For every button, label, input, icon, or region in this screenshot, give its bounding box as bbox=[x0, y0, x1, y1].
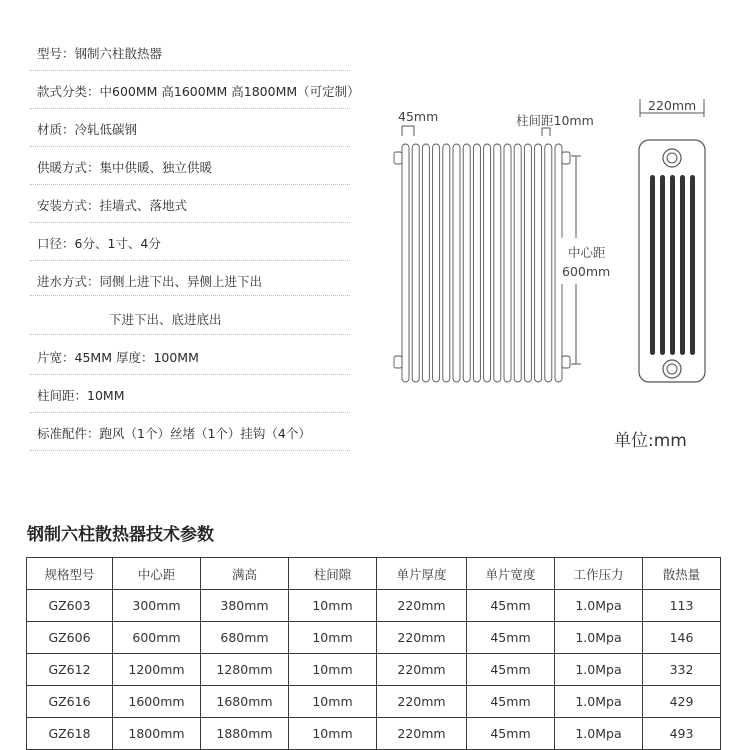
radiator-columns bbox=[394, 144, 570, 382]
table-cell: 45mm bbox=[467, 590, 555, 622]
side-column bbox=[680, 175, 685, 355]
table-cell: GZ612 bbox=[27, 654, 113, 686]
table-row bbox=[27, 590, 721, 622]
table-cell: 332 bbox=[643, 654, 721, 686]
table-cell: 1.0Mpa bbox=[555, 622, 643, 654]
col-header: 单片厚度 bbox=[377, 558, 467, 590]
table-cell: 45mm bbox=[467, 654, 555, 686]
radiator-column bbox=[463, 144, 470, 382]
table-cell: 429 bbox=[643, 686, 721, 718]
table-row bbox=[27, 622, 721, 654]
col-header: 规格型号 bbox=[27, 558, 113, 590]
table-cell: 220mm bbox=[377, 622, 467, 654]
table-cell: 10mm bbox=[289, 686, 377, 718]
unit-label: 单位:mm bbox=[614, 431, 687, 451]
table-cell: 1.0Mpa bbox=[555, 654, 643, 686]
radiator-column bbox=[545, 144, 552, 382]
radiator-column bbox=[402, 144, 409, 382]
spec-size: 片宽：45MM 厚度：100MM bbox=[37, 350, 199, 365]
table-cell: 10mm bbox=[289, 654, 377, 686]
width-bracket bbox=[402, 126, 414, 136]
spec-style: 款式分类：中600MM 高1600MM 高1800MM（可定制） bbox=[37, 84, 360, 99]
table-row bbox=[27, 686, 721, 718]
spacing-bracket bbox=[542, 128, 550, 136]
table-cell: 220mm bbox=[377, 654, 467, 686]
side-column bbox=[690, 175, 695, 355]
radiator-column bbox=[412, 144, 419, 382]
side-port-top bbox=[663, 149, 681, 167]
table-cell: GZ606 bbox=[27, 622, 113, 654]
tech-params-table bbox=[26, 557, 721, 750]
radiator-side-diagram bbox=[632, 95, 712, 390]
spec-material: 材质：冷轧低碳钢 bbox=[37, 122, 138, 137]
col-header: 满高 bbox=[201, 558, 289, 590]
divider bbox=[30, 450, 350, 451]
table-cell: 680mm bbox=[201, 622, 289, 654]
table-cell: 10mm bbox=[289, 622, 377, 654]
side-column bbox=[660, 175, 665, 355]
table-cell: 1280mm bbox=[201, 654, 289, 686]
table-row bbox=[27, 654, 721, 686]
table-cell: 1.0Mpa bbox=[555, 686, 643, 718]
table-cell: GZ616 bbox=[27, 686, 113, 718]
spec-caliber: 口径：6分、1寸、4分 bbox=[37, 236, 161, 251]
table-cell: 300mm bbox=[113, 590, 201, 622]
table-cell: 45mm bbox=[467, 718, 555, 750]
table-cell: 220mm bbox=[377, 590, 467, 622]
connector-stub bbox=[394, 152, 402, 164]
radiator-column bbox=[535, 144, 542, 382]
connector-stub bbox=[562, 356, 570, 368]
table-cell: GZ603 bbox=[27, 590, 113, 622]
col-header: 单片宽度 bbox=[467, 558, 555, 590]
divider bbox=[30, 222, 350, 223]
radiator-column bbox=[524, 144, 531, 382]
radiator-column bbox=[453, 144, 460, 382]
radiator-column bbox=[422, 144, 429, 382]
table-cell: 1200mm bbox=[113, 654, 201, 686]
table-cell: 380mm bbox=[201, 590, 289, 622]
col-header: 中心距 bbox=[113, 558, 201, 590]
table-cell: 10mm bbox=[289, 590, 377, 622]
table-cell: 220mm bbox=[377, 686, 467, 718]
spec-spacing: 柱间距：10MM bbox=[37, 388, 125, 403]
radiator-column bbox=[514, 144, 521, 382]
connector-stub bbox=[394, 356, 402, 368]
spec-model: 型号：钢制六柱散热器 bbox=[37, 46, 163, 61]
side-columns bbox=[650, 175, 695, 355]
table-cell: 1880mm bbox=[201, 718, 289, 750]
radiator-column bbox=[494, 144, 501, 382]
table-header-row bbox=[27, 558, 721, 590]
radiator-column bbox=[504, 144, 511, 382]
table-cell: 1800mm bbox=[113, 718, 201, 750]
side-port-bottom-inner bbox=[667, 364, 677, 374]
spec-heating: 供暖方式：集中供暖、独立供暖 bbox=[37, 160, 213, 175]
spec-accessories: 标准配件：跑风（1个）丝堵（1个）挂钩（4个） bbox=[37, 426, 311, 441]
table-cell: 220mm bbox=[377, 718, 467, 750]
table-cell: 146 bbox=[643, 622, 721, 654]
divider bbox=[30, 334, 350, 335]
divider bbox=[30, 108, 350, 109]
table-cell: 45mm bbox=[467, 686, 555, 718]
side-column bbox=[650, 175, 655, 355]
dim-spacing-label: 柱间距10mm bbox=[516, 113, 594, 128]
spec-water-inlet: 进水方式：同侧上进下出、异侧上进下出 bbox=[37, 274, 263, 289]
table-cell: 10mm bbox=[289, 718, 377, 750]
radiator-column bbox=[473, 144, 480, 382]
divider bbox=[30, 146, 350, 147]
divider bbox=[30, 374, 350, 375]
divider bbox=[30, 260, 350, 261]
connector-stub bbox=[562, 152, 570, 164]
col-header: 柱间隙 bbox=[289, 558, 377, 590]
table-cell: 1.0Mpa bbox=[555, 590, 643, 622]
radiator-column bbox=[433, 144, 440, 382]
divider bbox=[30, 295, 350, 296]
side-port-bottom bbox=[663, 360, 681, 378]
dim-center-label: 中心距 bbox=[568, 245, 606, 260]
divider bbox=[30, 184, 350, 185]
table-cell: 1680mm bbox=[201, 686, 289, 718]
table-cell: 45mm bbox=[467, 622, 555, 654]
spec-install: 安装方式：挂墙式、落地式 bbox=[37, 198, 188, 213]
table-cell: 1.0Mpa bbox=[555, 718, 643, 750]
divider bbox=[30, 412, 350, 413]
table-row bbox=[27, 718, 721, 750]
table-cell: 493 bbox=[643, 718, 721, 750]
dim-center-value: 600mm bbox=[562, 264, 611, 279]
side-column bbox=[670, 175, 675, 355]
col-header: 散热量 bbox=[643, 558, 721, 590]
table-cell: GZ618 bbox=[27, 718, 113, 750]
radiator-column bbox=[484, 144, 491, 382]
table-cell: 1600mm bbox=[113, 686, 201, 718]
dim-width-label: 45mm bbox=[398, 109, 439, 124]
table-cell: 113 bbox=[643, 590, 721, 622]
table-title: 钢制六柱散热器技术参数 bbox=[27, 525, 214, 545]
radiator-column bbox=[443, 144, 450, 382]
spec-water-inlet-cont: 下进下出、底进底出 bbox=[109, 312, 222, 327]
dim-side-width-label: 220mm bbox=[648, 98, 697, 113]
side-port-top-inner bbox=[667, 153, 677, 163]
col-header: 工作压力 bbox=[555, 558, 643, 590]
table-cell: 600mm bbox=[113, 622, 201, 654]
divider bbox=[30, 70, 350, 71]
